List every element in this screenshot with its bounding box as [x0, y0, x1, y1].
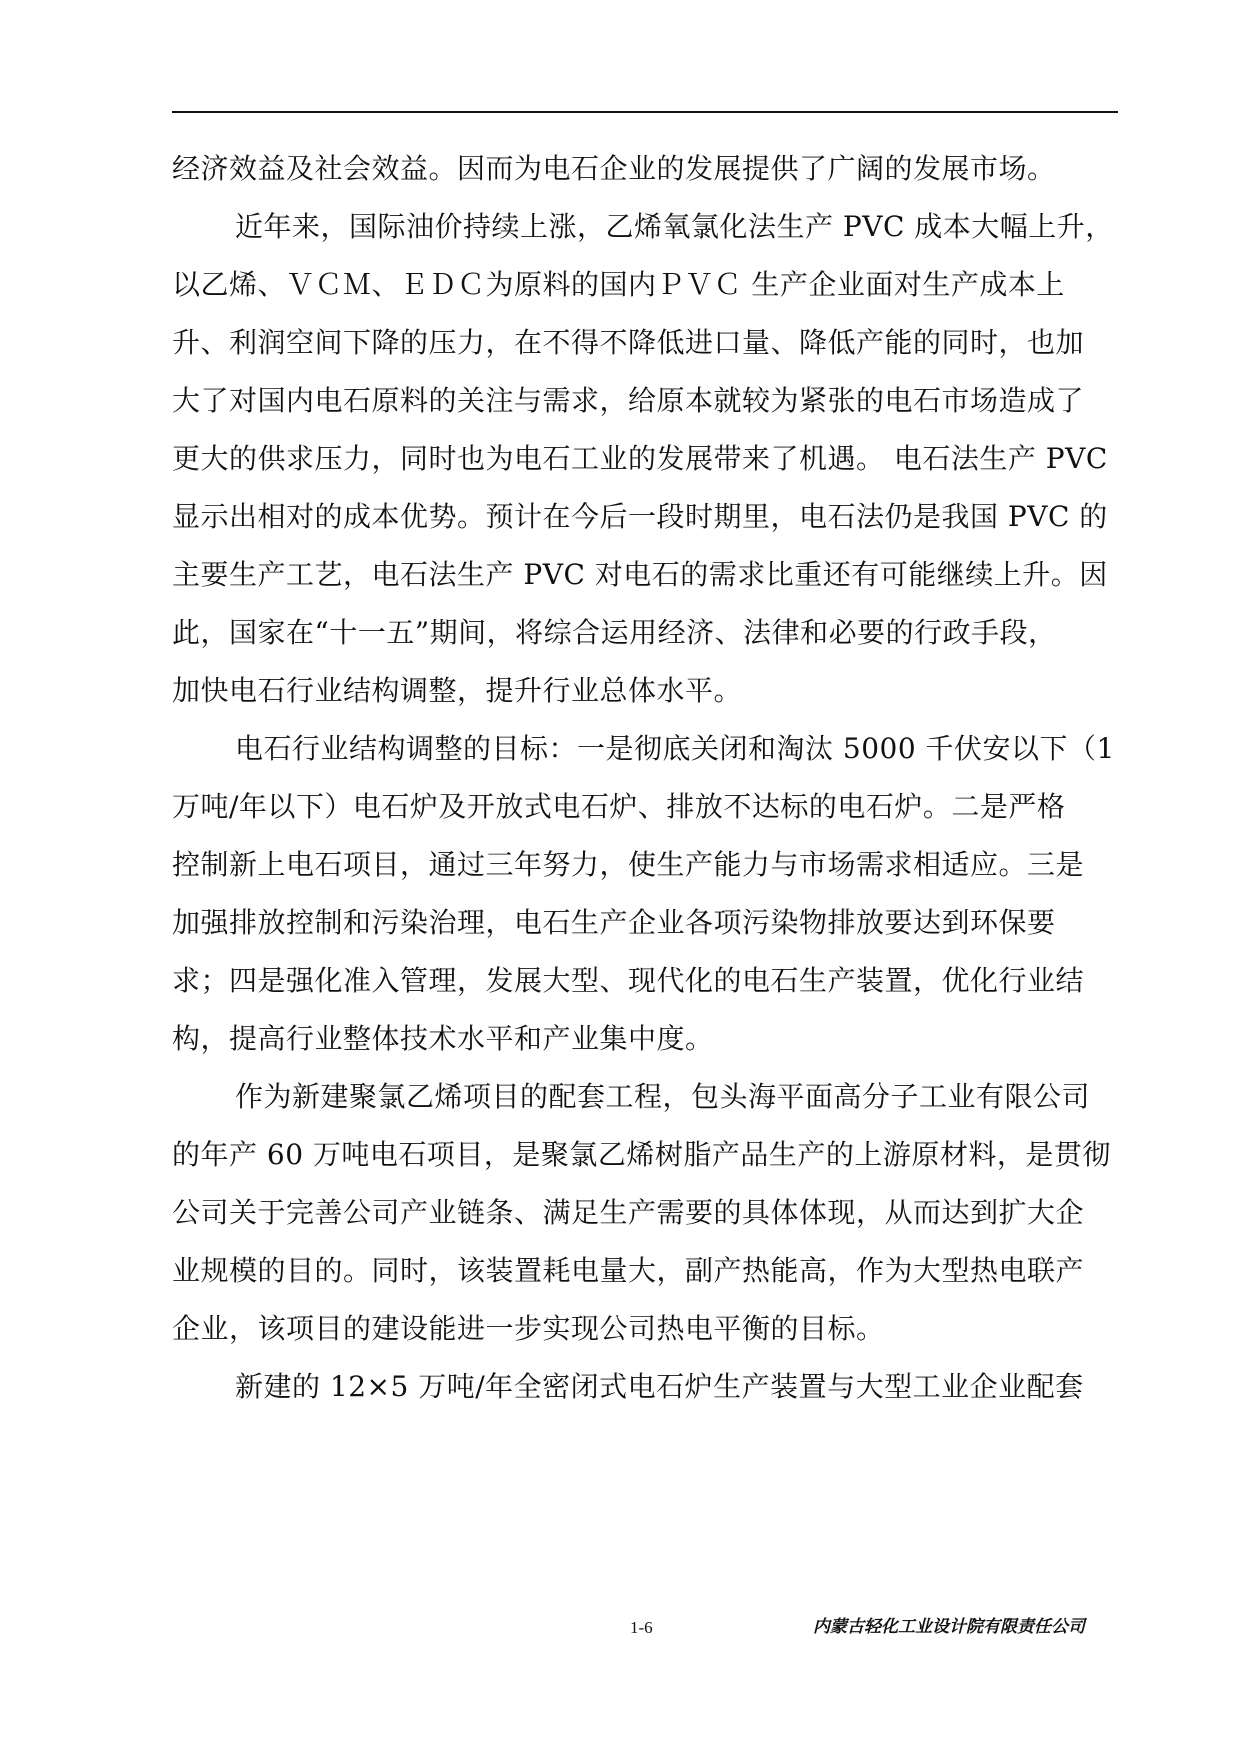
text-line: 加快电石行业结构调整，提升行业总体水平。 — [172, 674, 743, 707]
footer-company-name: 内蒙古轻化工业设计院有限责任公司 — [813, 1617, 1085, 1637]
text-line: 新建的 12×5 万吨/年全密闭式电石炉生产装置与大型工业企业配套 — [235, 1370, 1084, 1403]
text-line: 此，国家在“十一五”期间，将综合运用经济、法律和必要的行政手段， — [172, 616, 1057, 649]
text-line: 主要生产工艺，电石法生产 PVC 对电石的需求比重还有可能继续上升。因 — [172, 558, 1108, 591]
text-line: 控制新上电石项目，通过三年努力，使生产能力与市场需求相适应。三是 — [172, 848, 1085, 881]
text-line: 作为新建聚氯乙烯项目的配套工程，包头海平面高分子工业有限公司 — [235, 1080, 1091, 1113]
text-line: 经济效益及社会效益。因而为电石企业的发展提供了广阔的发展市场。 — [172, 152, 1056, 185]
text-line: 近年来，国际油价持续上涨，乙烯氧氯化法生产 PVC 成本大幅上升， — [235, 210, 1114, 243]
text-line: 更大的供求压力，同时也为电石工业的发展带来了机遇。 电石法生产 PVC — [172, 442, 1108, 475]
text-line: 加强排放控制和污染治理，电石生产企业各项污染物排放要达到环保要 — [172, 906, 1056, 939]
text-line: 大了对国内电石原料的关注与需求，给原本就较为紧张的电石市场造成了 — [172, 384, 1085, 417]
text-line: 的年产 60 万吨电石项目，是聚氯乙烯树脂产品生产的上游原材料，是贯彻 — [172, 1138, 1111, 1171]
page-number: 1-6 — [630, 1618, 653, 1637]
text-line: 公司关于完善公司产业链条、满足生产需要的具体体现，从而达到扩大企 — [172, 1196, 1085, 1229]
text-line: 求；四是强化准入管理，发展大型、现代化的电石生产装置，优化行业结 — [172, 964, 1085, 997]
text-line: 升、利润空间下降的压力，在不得不降低进口量、降低产能的同时，也加 — [172, 326, 1085, 359]
text-line: 电石行业结构调整的目标：一是彻底关闭和淘汰 5000 千伏安以下（1 — [235, 732, 1115, 765]
text-line: 显示出相对的成本优势。预计在今后一段时期里，电石法仍是我国 PVC 的 — [172, 500, 1108, 533]
text-line: 企业，该项目的建设能进一步实现公司热电平衡的目标。 — [172, 1312, 885, 1345]
header-rule — [172, 111, 1118, 113]
text-line: 以乙烯、ＶＣＭ、ＥＤＣ为原料的国内ＰＶＣ 生产企业面对生产成本上 — [172, 268, 1065, 301]
text-line: 构，提高行业整体技术水平和产业集中度。 — [172, 1022, 714, 1055]
text-line: 业规模的目的。同时，该装置耗电量大，副产热能高，作为大型热电联产 — [172, 1254, 1085, 1287]
text-line: 万吨/年以下）电石炉及开放式电石炉、排放不达标的电石炉。二是严格 — [172, 790, 1066, 823]
